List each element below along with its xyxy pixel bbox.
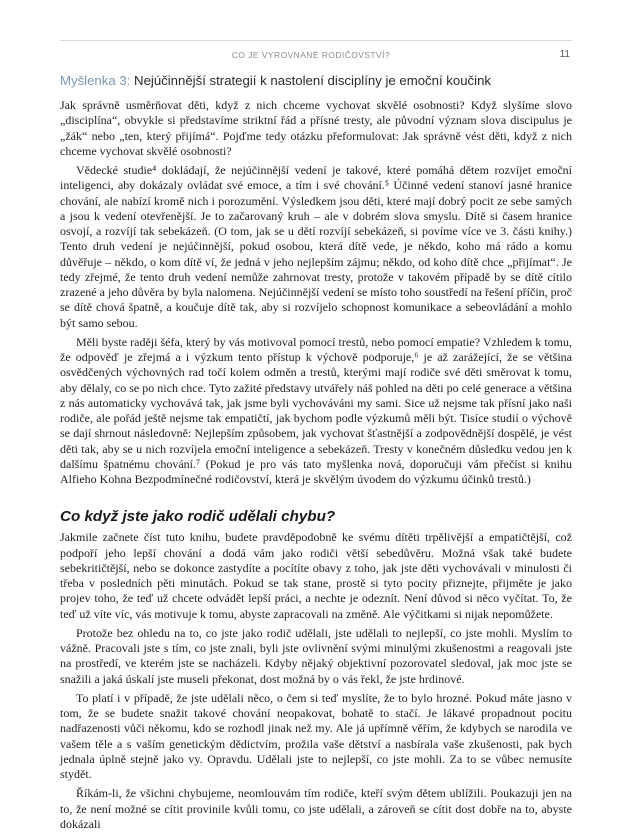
page-number: 11 bbox=[559, 49, 570, 60]
thought-heading-lead: Myšlenka 3: bbox=[60, 73, 131, 88]
paragraph: Říkám-li, že všichni chybujeme, neomlouvám tím rodiče, kteří svým dětem ublížili. Poukazuji jen na to, že není možné se cítit provinile kvůli tomu, co jste udělali, a zároveň se cítit dost dobře na to, abyste dokázali bbox=[60, 786, 572, 831]
paragraph: Vědecké studie⁴ dokládají, že nejúčinnější vedení je takové, které pomáhá dětem rozvíjet emoční inteligenci, aby dokázaly ovládat své emoce, a tím i své chování.⁵ Účinné vedení stanoví jasné hranice chování, ale nabízí kromě nich i porozumění. Výsledkem jsou děti, které mají dobrý pocit ze sebe samých a jsou k vedení otevřenější. Je to začarovaný kruh – ale v dobrém slova smyslu. Dítě si časem hranice osvojí, a rozvíjí tak sebekázeň. (O tom, jak se u dětí rozvíjí sebekázeň, si povíme více ve 3. části knihy.) Tento druh vedení je nejúčinnější, pokud osobou, která dítě vede, je někdo, koho má rádo a komu důvěřuje – někdo, o kom dítě ví, že jedná v jeho nejlepším zájmu; někdo, od koho dítě chce „přijímat“. Je tedy zřejmé, že tento druh vedení nemůže zahrnovat tresty, protože v takovém případě by se dítě cítilo zrazené a jeho důvěra by byla nalomena. Nejúčinnější vedení se místo toho soustředí na řešení příčin, proč se dítě chová špatně, a koučuje dítě tak, aby si rozvíjelo schopnost komunikace a sebeovládání a mohlo být samo sebou. bbox=[60, 163, 572, 330]
header-rule bbox=[60, 40, 572, 41]
page-content bbox=[60, 72, 572, 832]
running-head: CO JE VYROVNANÉ RODIČOVSTVÍ? bbox=[231, 50, 391, 60]
paragraph: Jakmile začnete číst tuto knihu, budete pravděpodobně ke svému dítěti trpělivější a empatičtější, což podpoří jeho lepší chování a dodá vám jako rodiči větší sebedůvěru. Možná však také budete sebekritičtější, nebo se dokonce zastydíte a pocítíte obavy z toho, jak jste děti vychovávali v minulosti či třeba v posledních pěti minutách. Pokud se tak stane, prostě si tyto pocity přiznejte, přijměte je jako projev toho, že teď už chcete odvádět lepší práci, a nechte je odeznít. Není důvod si něco vyčítat. To, že teď už víte víc, vás motivuje k tomu, abyste zapracovali na změně. Ale výčitkami si nijak nepomůžete. bbox=[60, 530, 572, 621]
thought-heading bbox=[60, 72, 572, 89]
paragraph: Měli byste raději šéfa, který by vás motivoval pomocí trestů, nebo pomocí empatie? Vzhledem k tomu, že odpověď je zřejmá a i výzkum tento přístup k výchově podporuje,⁶ je až zarážející, že se většina osvědčených výchovných rad točí kolem odměn a trestů, kterými mají rodiče své děti směrovat k tomu, aby dělaly, co se po nich chce. Tyto zažité představy utvářely náš pohled na děti po celé generace a většina z nás automaticky vychovává tak, jak jsme byli vychováváni my sami. Sice už nejsme tak přísní jako naši rodiče, ale pořád ještě nejsme tak empatičtí, jak bychom podle výzkumů měli být. Tisíce studií o výchově se dají shrnout následovně: Nejlepším způsobem, jak vychovat šťastnější a zodpovědnější dospělé, je vést děti tak, aby se u nich rozvíjela emoční inteligence a sebekázeň. Tresty v konečném důsledku vedou jen k dalšímu špatnému chování.⁷ (Pokud je pro vás tato myšlenka nová, doporučuji vám přečíst si knihu Alfieho Kohna Bezpodmínečné rodičovství, která je skvělým úvodem do výzkumu účinků trestů.) bbox=[60, 334, 572, 486]
thought-heading-title: Nejúčinnější strategií k nastolení disciplíny je emoční koučink bbox=[130, 73, 492, 88]
section-heading: Co když jste jako rodič udělali chybu? bbox=[60, 508, 336, 526]
paragraph: To platí i v případě, že jste udělali něco, o čem si teď myslíte, že to bylo hrozné. Pokud máte jasno v tom, že se budete snažit takové chování neopakovat, bohatě to stačí. Je lákavé propadnout pocitu nadřazenosti vůči někomu, kdo se rozhodl jinak než my. Ale já upřímně věřím, že kdybych se narodila ve vašem těle a s vaším genetickým dědictvím, prožila vaše dětství a nasbírala vaše zkušenosti, pak bych jednala úplně stejně jako vy. Opravdu. Udělali jste to nejlepší, co jste mohli. Za to se vůbec nemusíte stydět. bbox=[60, 690, 572, 781]
paragraph: Protože bez ohledu na to, co jste jako rodič udělali, jste udělali to nejlepší, co jste mohli. Myslím to vážně. Pracovali jste s tím, co jste znali, byli jste ovlivnění svými minulými zkušenostmi a reagovali jste na prostředí, ve kterém jste se nacházeli. Kdyby nějaký objektivní pozorovatel sledoval, jak moc jste se snažili a jaká úskalí jste museli překonat, dost možná by o vás řekl, že jste hrdinové. bbox=[60, 625, 572, 686]
paragraph: Jak správně usměrňovat děti, když z nich chceme vychovat skvělé osobnosti? Když slyšíme slovo „disciplína“, obvykle si představíme striktní řád a přísné tresty, ale původní význam slova discipulus je „žák“ nebo „ten, který přijímá“. Pojďme tedy otázku přeformulovat: Jak správně vést děti, když z nich chceme vychovat skvělé osobnosti? bbox=[60, 98, 572, 158]
